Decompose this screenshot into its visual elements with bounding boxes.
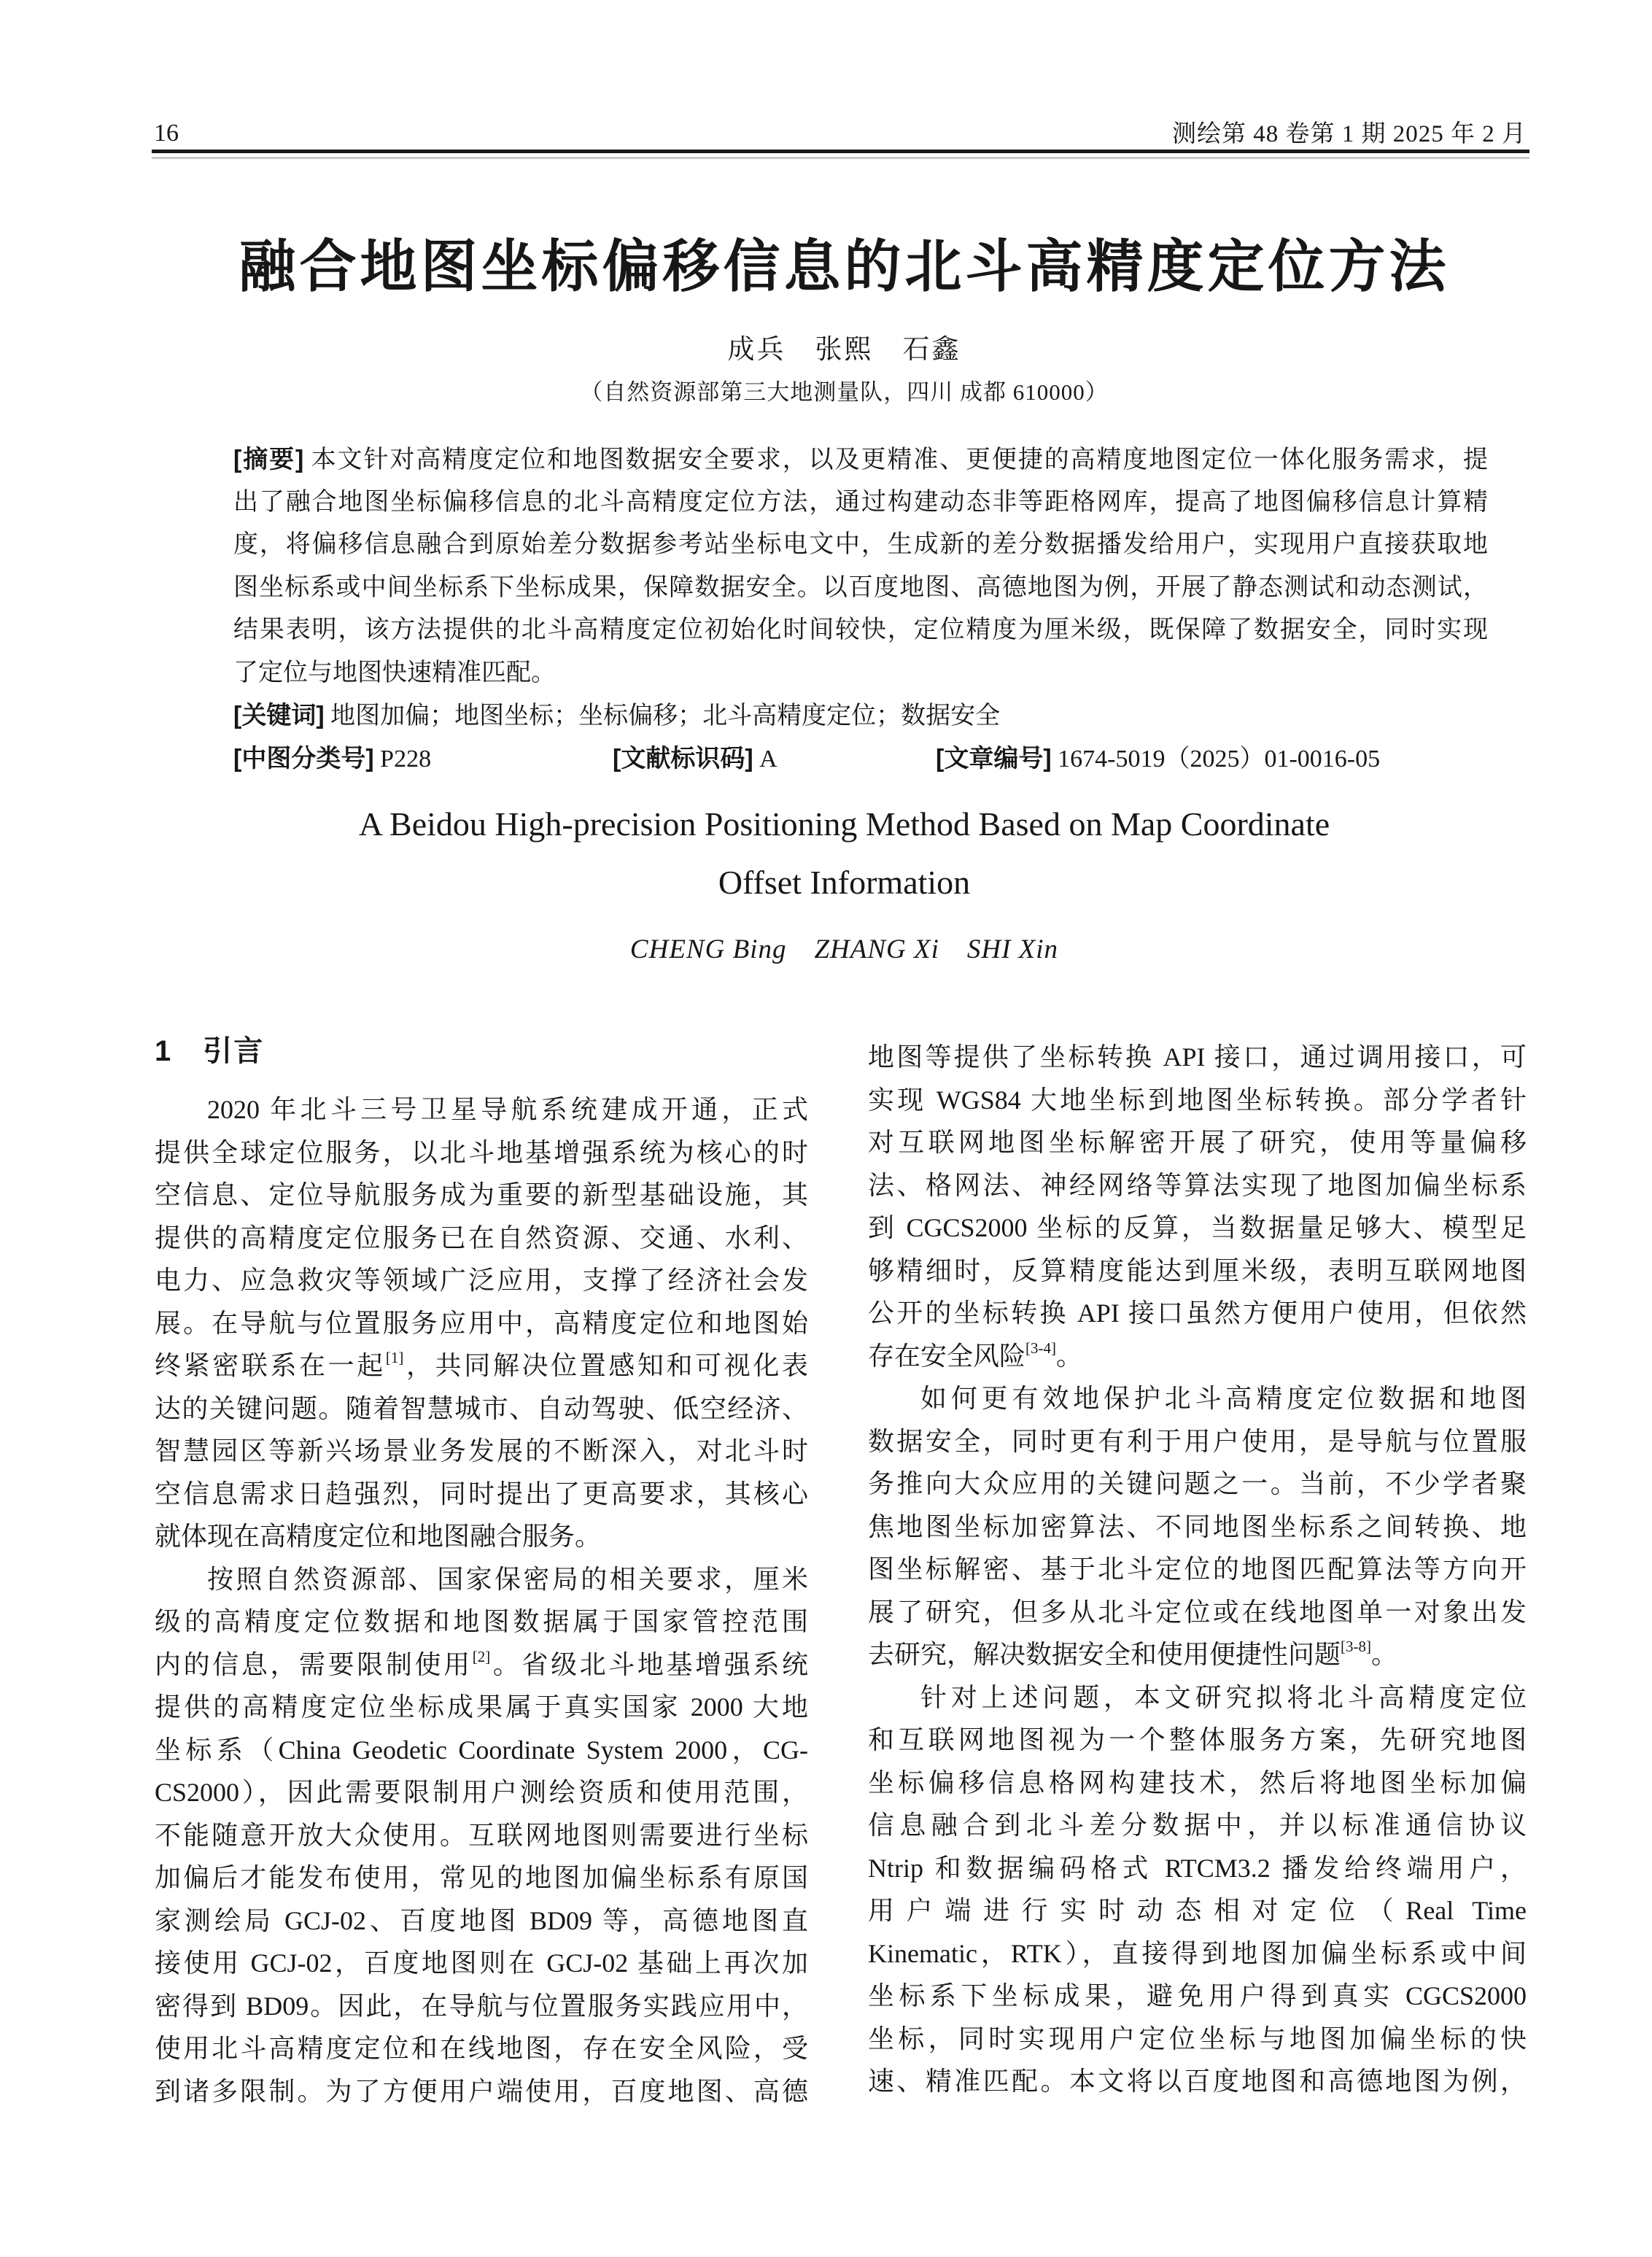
article-title-cn: 融合地图坐标偏移信息的北斗高精度定位方法 <box>239 235 1450 298</box>
text-line: Kinematic，RTK），直接得到地图加偏坐标系或中间 <box>868 1938 1527 1968</box>
text-line: 用户端进行实时动态相对定位（Real Time <box>868 1896 1527 1925</box>
clc-label: [中图分类号] <box>233 744 374 773</box>
right-column <box>868 1036 1527 2103</box>
text-line: 图坐标解密、基于北斗定位的地图匹配算法等方向开 <box>868 1555 1527 1584</box>
article-id-group <box>936 738 1380 781</box>
text-line: 终紧密联系在一起[1]，共同解决位置感知和可视化表 <box>155 1349 808 1380</box>
text-line: 到 CGCS2000 坐标的反算，当数据量足够大、模型足 <box>868 1213 1527 1242</box>
reference-superscript: [3-4] <box>1025 1339 1056 1357</box>
text-line: 速、精准匹配。本文将以百度地图和高德地图为例， <box>868 2067 1527 2096</box>
text-line: 级的高精度定位数据和地图数据属于国家管控范围 <box>155 1607 808 1636</box>
text-line: 智慧园区等新兴场景业务发展的不断深入，对北斗时 <box>155 1436 808 1466</box>
text-line: 空信息需求日趋强烈，同时提出了更高要求，其核心 <box>155 1479 808 1509</box>
text-line: 度，将偏移信息融合到原始差分数据参考站坐标电文中，生成新的差分数据播发给用户，实现用户直接获取地 <box>233 531 1488 558</box>
text-line: 和互联网地图视为一个整体服务方案，先研究地图 <box>868 1725 1527 1754</box>
text-line: 加偏后才能发布使用，常见的地图加偏坐标系有原国 <box>155 1863 808 1892</box>
text-line: 提供的高精度定位服务已在自然资源、交通、水利、 <box>155 1223 808 1253</box>
doc-code-group <box>613 738 777 781</box>
clc-group <box>233 738 431 781</box>
text-line: 电力、应急救灾等领域广泛应用，支撑了经济社会发 <box>155 1266 808 1295</box>
article-id-label: [文章编号] <box>936 744 1052 773</box>
page-number: 16 <box>154 120 179 147</box>
authors-en: CHENG Bing ZHANG Xi SHI Xin <box>629 934 1059 964</box>
text-line: 2020 年北斗三号卫星导航系统建成开通，正式 <box>207 1095 808 1124</box>
authors-cn: 成兵 张熙 石鑫 <box>727 335 961 365</box>
text-line: 密得到 BD09。因此，在导航与位置服务实践应用中， <box>155 1991 808 2021</box>
keywords-label: [关键词] <box>233 702 325 729</box>
article-title-en-line1: A Beidou High-precision Positioning Method Based on Map Coordinate <box>358 805 1330 843</box>
abstract-label: [摘要] <box>233 446 304 473</box>
left-column <box>155 1088 808 2113</box>
header-rule <box>152 150 1529 153</box>
text-line: 务推向大众应用的关键问题之一。当前，不少学者聚 <box>868 1469 1527 1498</box>
text-line: 够精细时，反算精度能达到厘米级，表明互联网地图 <box>868 1255 1527 1285</box>
text-line: 不能随意开放大众使用。互联网地图则需要进行坐标 <box>155 1820 808 1850</box>
article-id-value: 1674-5019（2025）01-0016-05 <box>1051 745 1381 773</box>
keywords-text: 地图加偏；地图坐标；坐标偏移；北斗高精度定位；数据安全 <box>324 702 1001 729</box>
text-line: Ntrip 和数据编码格式 RTCM3.2 播发给终端用户， <box>868 1853 1527 1883</box>
text-line: 存在安全风险[3-4]。 <box>868 1339 1083 1371</box>
keywords-line <box>233 694 1488 738</box>
text-line: 接使用 GCJ-02，百度地图则在 GCJ-02 基础上再次加 <box>155 1948 808 1978</box>
text-line: 坐标系（China Geodetic Coordinate System 2000，CG- <box>155 1735 808 1765</box>
text-line: 使用北斗高精度定位和在线地图，存在安全风险，受 <box>155 2034 808 2063</box>
reference-superscript: [2] <box>472 1647 491 1665</box>
text-line: 达的关键问题。随着智慧城市、自动驾驶、低空经济、 <box>155 1393 808 1423</box>
text-line: 实现 WGS84 大地坐标到地图坐标转换。部分学者针 <box>868 1085 1527 1115</box>
text-line: 提供全球定位服务，以北斗地基增强系统为核心的时 <box>155 1137 808 1167</box>
text-line: 提供的高精度定位坐标成果属于真实国家 2000 大地 <box>155 1692 808 1722</box>
text-line: 焦地图坐标加密算法、不同地图坐标系之间转换、地 <box>868 1511 1527 1541</box>
text-line: 图坐标系或中间坐标系下坐标成果，保障数据安全。以百度地图、高德地图为例，开展了静态测试和动态测试， <box>233 573 1488 601</box>
text-line: CS2000），因此需要限制用户测绘资质和使用范围， <box>155 1778 808 1807</box>
text-line: 针对上述问题，本文研究拟将北斗高精度定位 <box>920 1682 1527 1712</box>
text-line: 地图等提供了坐标转换 API 接口，通过调用接口，可 <box>868 1042 1527 1072</box>
journal-issue-info: 测绘第 48 卷第 1 期 2025 年 2 月 <box>1172 121 1527 147</box>
reference-superscript: [1] <box>385 1349 404 1366</box>
classification-line <box>233 738 1488 781</box>
text-line: [摘要] 本文针对高精度定位和地图数据安全要求，以及更精准、更便捷的高精度地图定位一体化服务需求，提 <box>233 446 1488 473</box>
doc-code-value: A <box>753 745 777 773</box>
text-line: 展。在导航与位置服务应用中，高精度定位和地图始 <box>155 1308 808 1338</box>
doc-code-label: [文献标识码] <box>613 744 753 773</box>
text-line: 法、格网法、神经网络等算法实现了地图加偏坐标系 <box>868 1170 1527 1200</box>
reference-superscript: [3-8] <box>1341 1638 1371 1655</box>
text-line: 信息融合到北斗差分数据中，并以标准通信协议 <box>868 1811 1527 1840</box>
text-line: 就体现在高精度定位和地图融合服务。 <box>155 1522 602 1551</box>
text-line: 公开的坐标转换 API 接口虽然方便用户使用，但依然 <box>868 1298 1527 1328</box>
header-rule-shadow <box>152 157 1529 159</box>
text-line: 结果表明，该方法提供的北斗高精度定位初始化时间较快，定位精度为厘米级，既保障了数据安全，同时实现 <box>233 616 1488 643</box>
text-line: 坐标系下坐标成果，避免用户得到真实 CGCS2000 <box>868 1981 1527 2010</box>
text-line: 家测绘局 GCJ-02、百度地图 BD09 等，高德地图直 <box>155 1905 808 1935</box>
article-title-en-line2: Offset Information <box>718 864 971 901</box>
text-line: 空信息、定位导航服务成为重要的新型基础设施，其 <box>155 1180 808 1209</box>
abstract-lines <box>233 438 1488 694</box>
abstract-block <box>233 438 1488 780</box>
text-line: 了定位与地图快速精准匹配。 <box>233 659 556 686</box>
text-line: 去研究，解决数据安全和使用便捷性问题[3-8]。 <box>868 1638 1398 1669</box>
text-line: 如何更有效地保护北斗高精度定位数据和地图 <box>920 1384 1527 1413</box>
text-line: 对互联网地图坐标解密开展了研究，使用等量偏移 <box>868 1128 1527 1157</box>
text-line: 按照自然资源部、国家保密局的相关要求，厘米 <box>207 1564 808 1594</box>
text-line: 坐标偏移信息格网构建技术，然后将地图坐标加偏 <box>868 1768 1527 1797</box>
text-line: 展了研究，但多从北斗定位或在线地图单一对象出发 <box>868 1597 1527 1627</box>
text-line: 坐标，同时实现用户定位坐标与地图加偏坐标的快 <box>868 2024 1527 2053</box>
text-line: 内的信息，需要限制使用[2]。省级北斗地基增强系统 <box>155 1647 808 1679</box>
clc-value: P228 <box>373 745 432 773</box>
text-line: 出了融合地图坐标偏移信息的北斗高精度定位方法，通过构建动态非等距格网库，提高了地图偏移信息计算精 <box>233 488 1488 516</box>
affiliation: （自然资源部第三大地测量队，四川 成都 610000） <box>580 379 1109 405</box>
section-1-heading: 1 引言 <box>155 1035 265 1067</box>
text-line: 到诸多限制。为了方便用户端使用，百度地图、高德 <box>155 2076 808 2106</box>
text-line: 数据安全，同时更有利于用户使用，是导航与位置服 <box>868 1426 1527 1456</box>
